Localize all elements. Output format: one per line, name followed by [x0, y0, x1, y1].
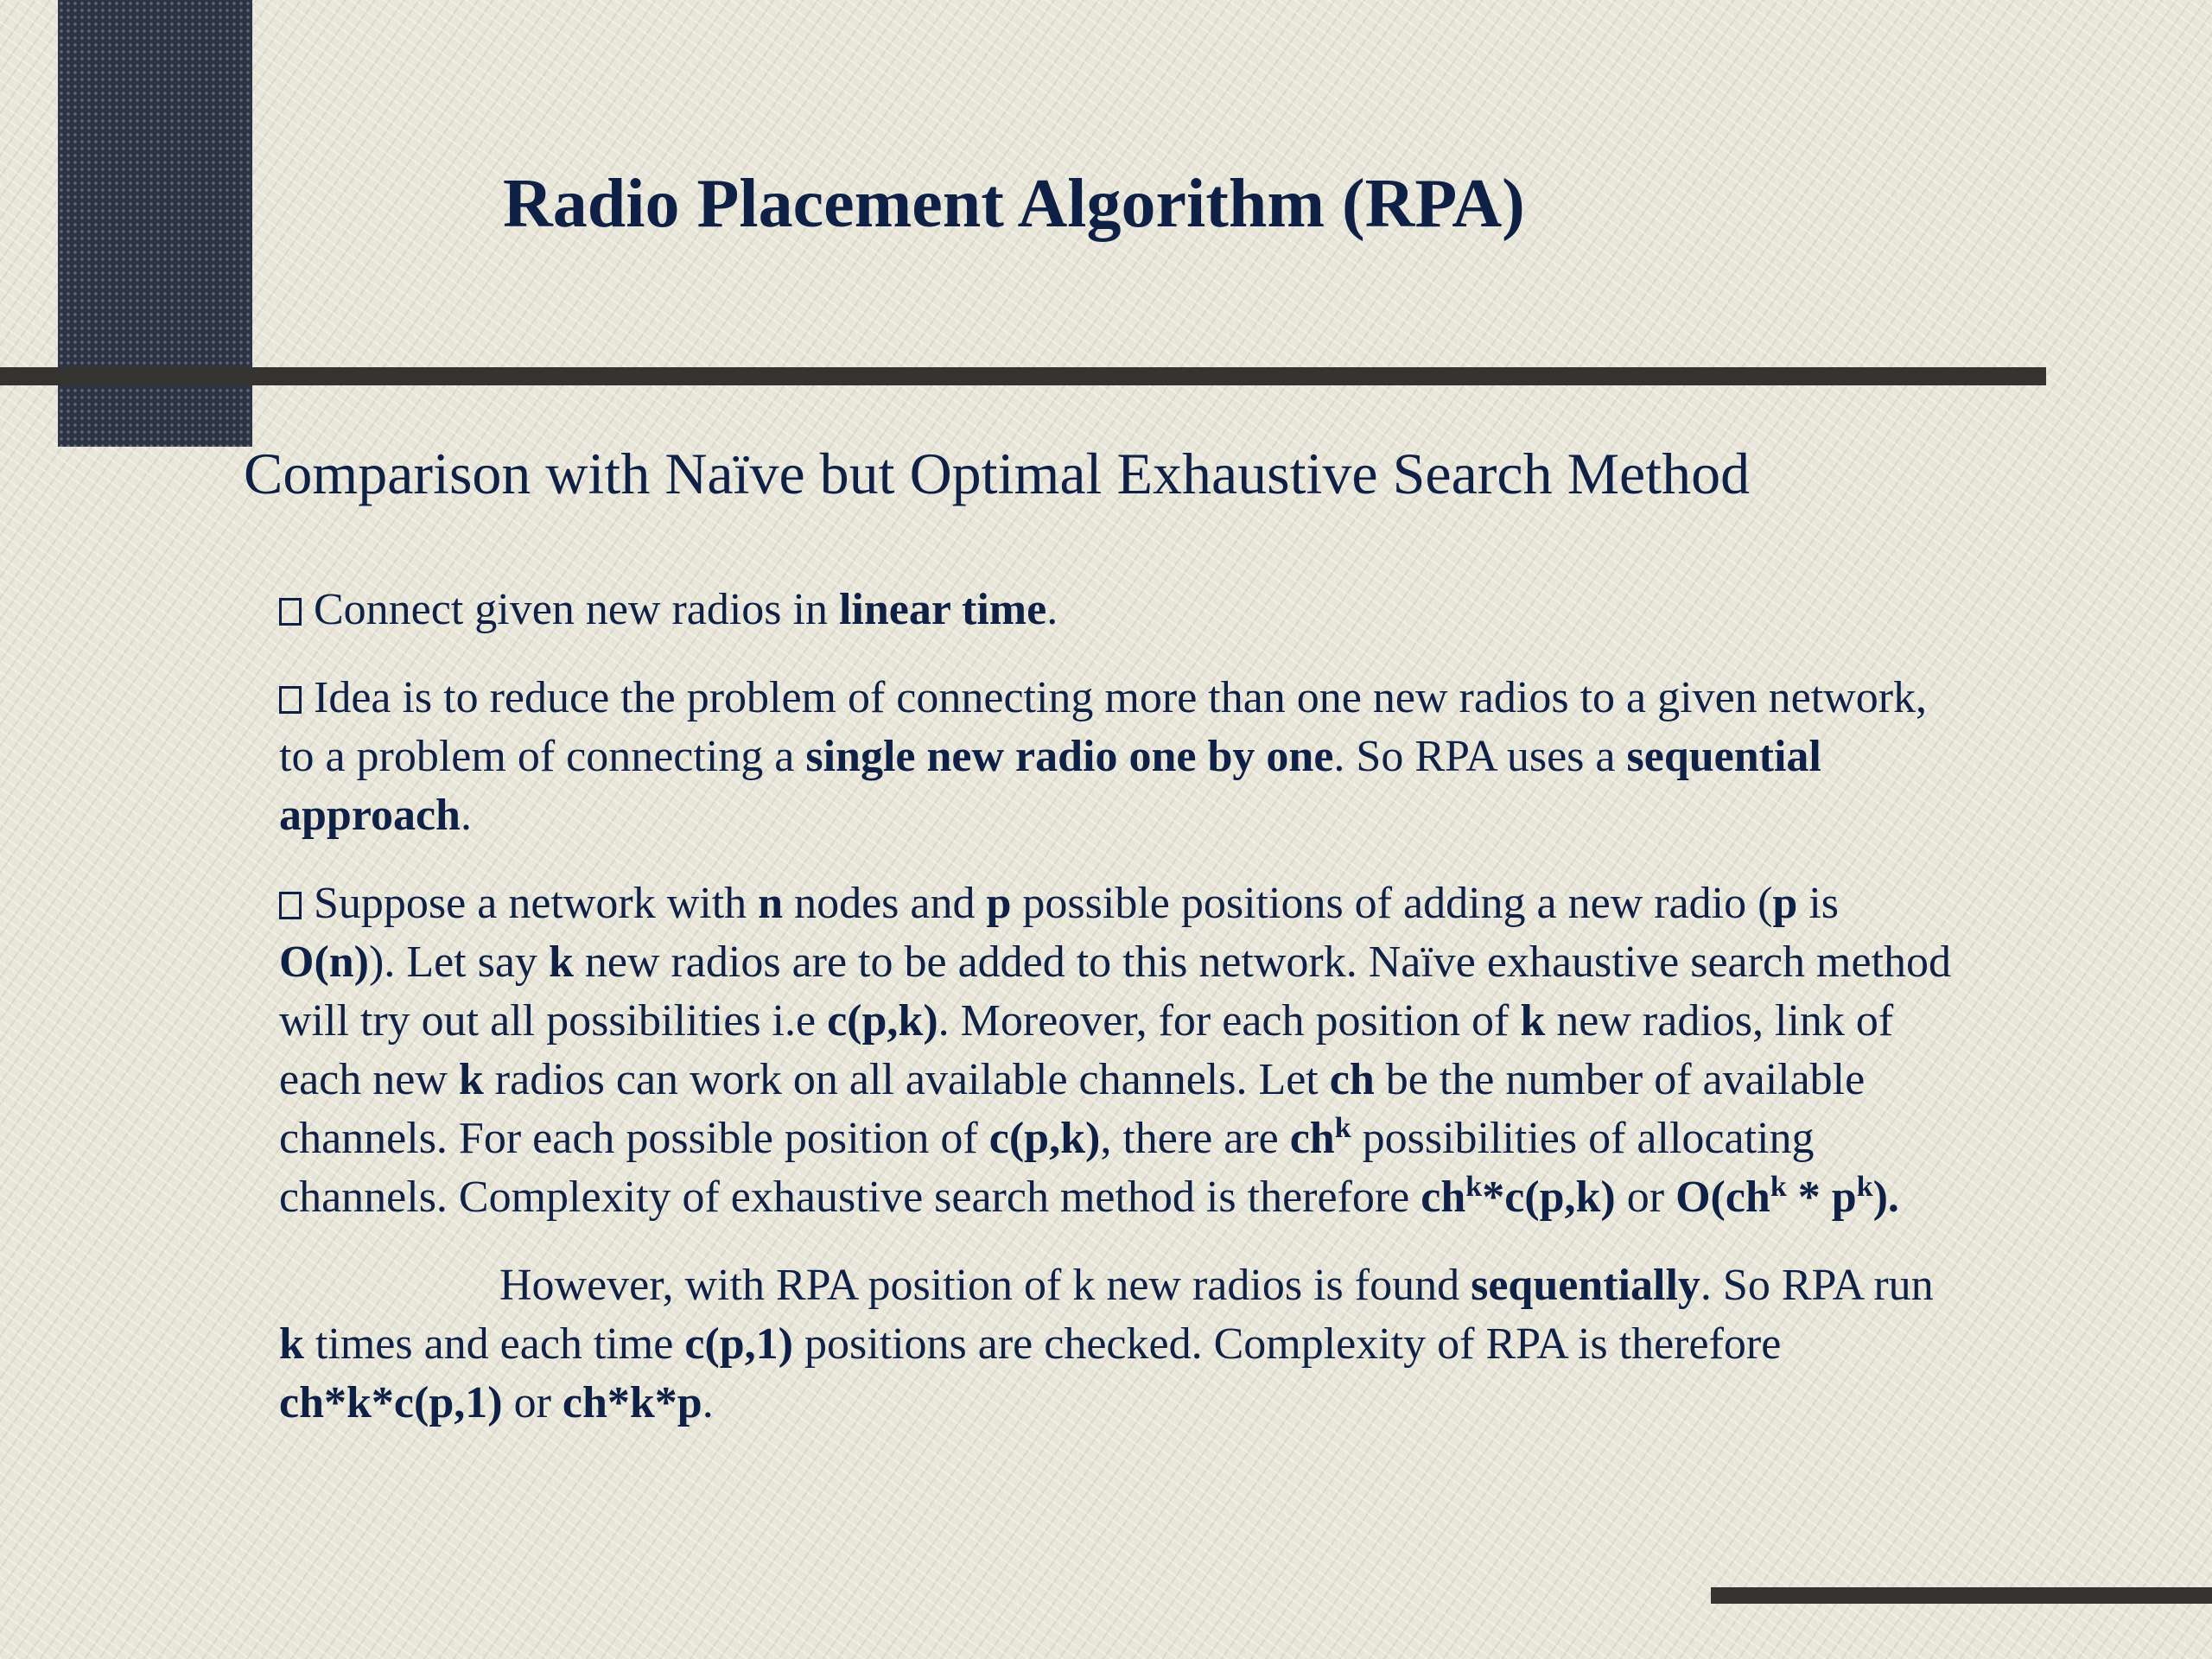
text-run: or [502, 1378, 563, 1427]
emphasis-text: linear time [838, 585, 1047, 634]
text-run: . So RPA uses a [1333, 732, 1627, 781]
slide-subtitle: Comparison with Naïve but Optimal Exhaustive Search Method [244, 441, 1751, 506]
emphasis-text: ch [1289, 1114, 1335, 1163]
text-run: Connect given new radios in [314, 585, 839, 634]
paragraph-rpa-complexity [279, 1256, 1955, 1433]
text-run: , there are [1100, 1114, 1290, 1163]
text-run: Idea is to reduce the problem of connecting more than one new radios to a given network, to a problem of connecting a [279, 673, 1928, 781]
bullet-paragraph-linear-time [279, 581, 1955, 639]
text-run: . So RPA run [1700, 1261, 1934, 1310]
text-run: ). Let say [369, 938, 549, 987]
emphasis-text: k [1520, 996, 1546, 1046]
emphasis-text: O(n) [279, 938, 369, 987]
emphasis-text: k [279, 1319, 304, 1369]
superscript: k [1465, 1171, 1483, 1203]
emphasis-text: k [548, 938, 574, 987]
text-run: new radios are to be added to this network. Naïve exhaustive search method will try out all possibilities i.e [279, 938, 1952, 1046]
emphasis-text: p [986, 879, 1012, 928]
emphasis-text: sequentially [1471, 1261, 1700, 1310]
emphasis-text: *c(p,k) [1482, 1173, 1616, 1222]
text-run: However, with RPA position of k new radios is found [499, 1261, 1471, 1310]
emphasis-text: c(p,k) [988, 1114, 1101, 1163]
emphasis-text: p [1772, 879, 1798, 928]
superscript: k [1334, 1112, 1351, 1144]
emphasis-text: ch [1421, 1173, 1466, 1222]
bullet-paragraph-idea [279, 669, 1955, 845]
title-divider-rule [0, 367, 2046, 385]
text-run: . [460, 791, 472, 840]
emphasis-text: c(p,1) [684, 1319, 793, 1369]
emphasis-text: sequential approach [279, 732, 1821, 840]
emphasis-text: ). [1872, 1173, 1899, 1222]
emphasis-text: c(p,k) [827, 996, 938, 1046]
text-run: nodes and [783, 879, 987, 928]
superscript: k [1770, 1171, 1787, 1203]
slide-title: Radio Placement Algorithm (RPA) [503, 166, 1525, 242]
text-run: is [1797, 879, 1840, 928]
box-bullet-icon [279, 686, 302, 714]
box-bullet-icon [279, 892, 302, 919]
emphasis-text: ch*k*p [562, 1378, 702, 1427]
text-run: . [1046, 585, 1058, 634]
superscript: k [1856, 1171, 1873, 1203]
text-run: or [1615, 1173, 1676, 1222]
emphasis-text: * p [1786, 1173, 1857, 1222]
emphasis-text: O(ch [1675, 1173, 1770, 1222]
footer-divider-rule [1711, 1587, 2212, 1604]
emphasis-text: single new radio one by one [805, 732, 1334, 781]
text-run: Suppose a network with [314, 879, 759, 928]
slide-body [279, 581, 1955, 1462]
text-run: . [702, 1378, 714, 1427]
bullet-paragraph-exhaustive-search [279, 874, 1955, 1227]
text-run: radios can work on all available channels. Let [483, 1055, 1330, 1104]
text-run: possible positions of adding a new radio ( [1011, 879, 1773, 928]
text-run: be the number of available channels. For each possible position of [279, 1055, 1866, 1163]
box-bullet-icon [279, 598, 302, 626]
text-run: new radios, link of each new [279, 996, 1894, 1104]
text-run: possibilities of allocating channels. Complexity of exhaustive search method is therefore [279, 1114, 1815, 1222]
emphasis-text: ch [1329, 1055, 1375, 1104]
emphasis-text: n [758, 879, 784, 928]
text-run: . Moreover, for each position of [938, 996, 1521, 1046]
text-run: times and each time [303, 1319, 685, 1369]
emphasis-text: k [458, 1055, 484, 1104]
emphasis-text: ch*k*c(p,1) [279, 1378, 503, 1427]
text-run: positions are checked. Complexity of RPA is therefore [792, 1319, 1782, 1369]
